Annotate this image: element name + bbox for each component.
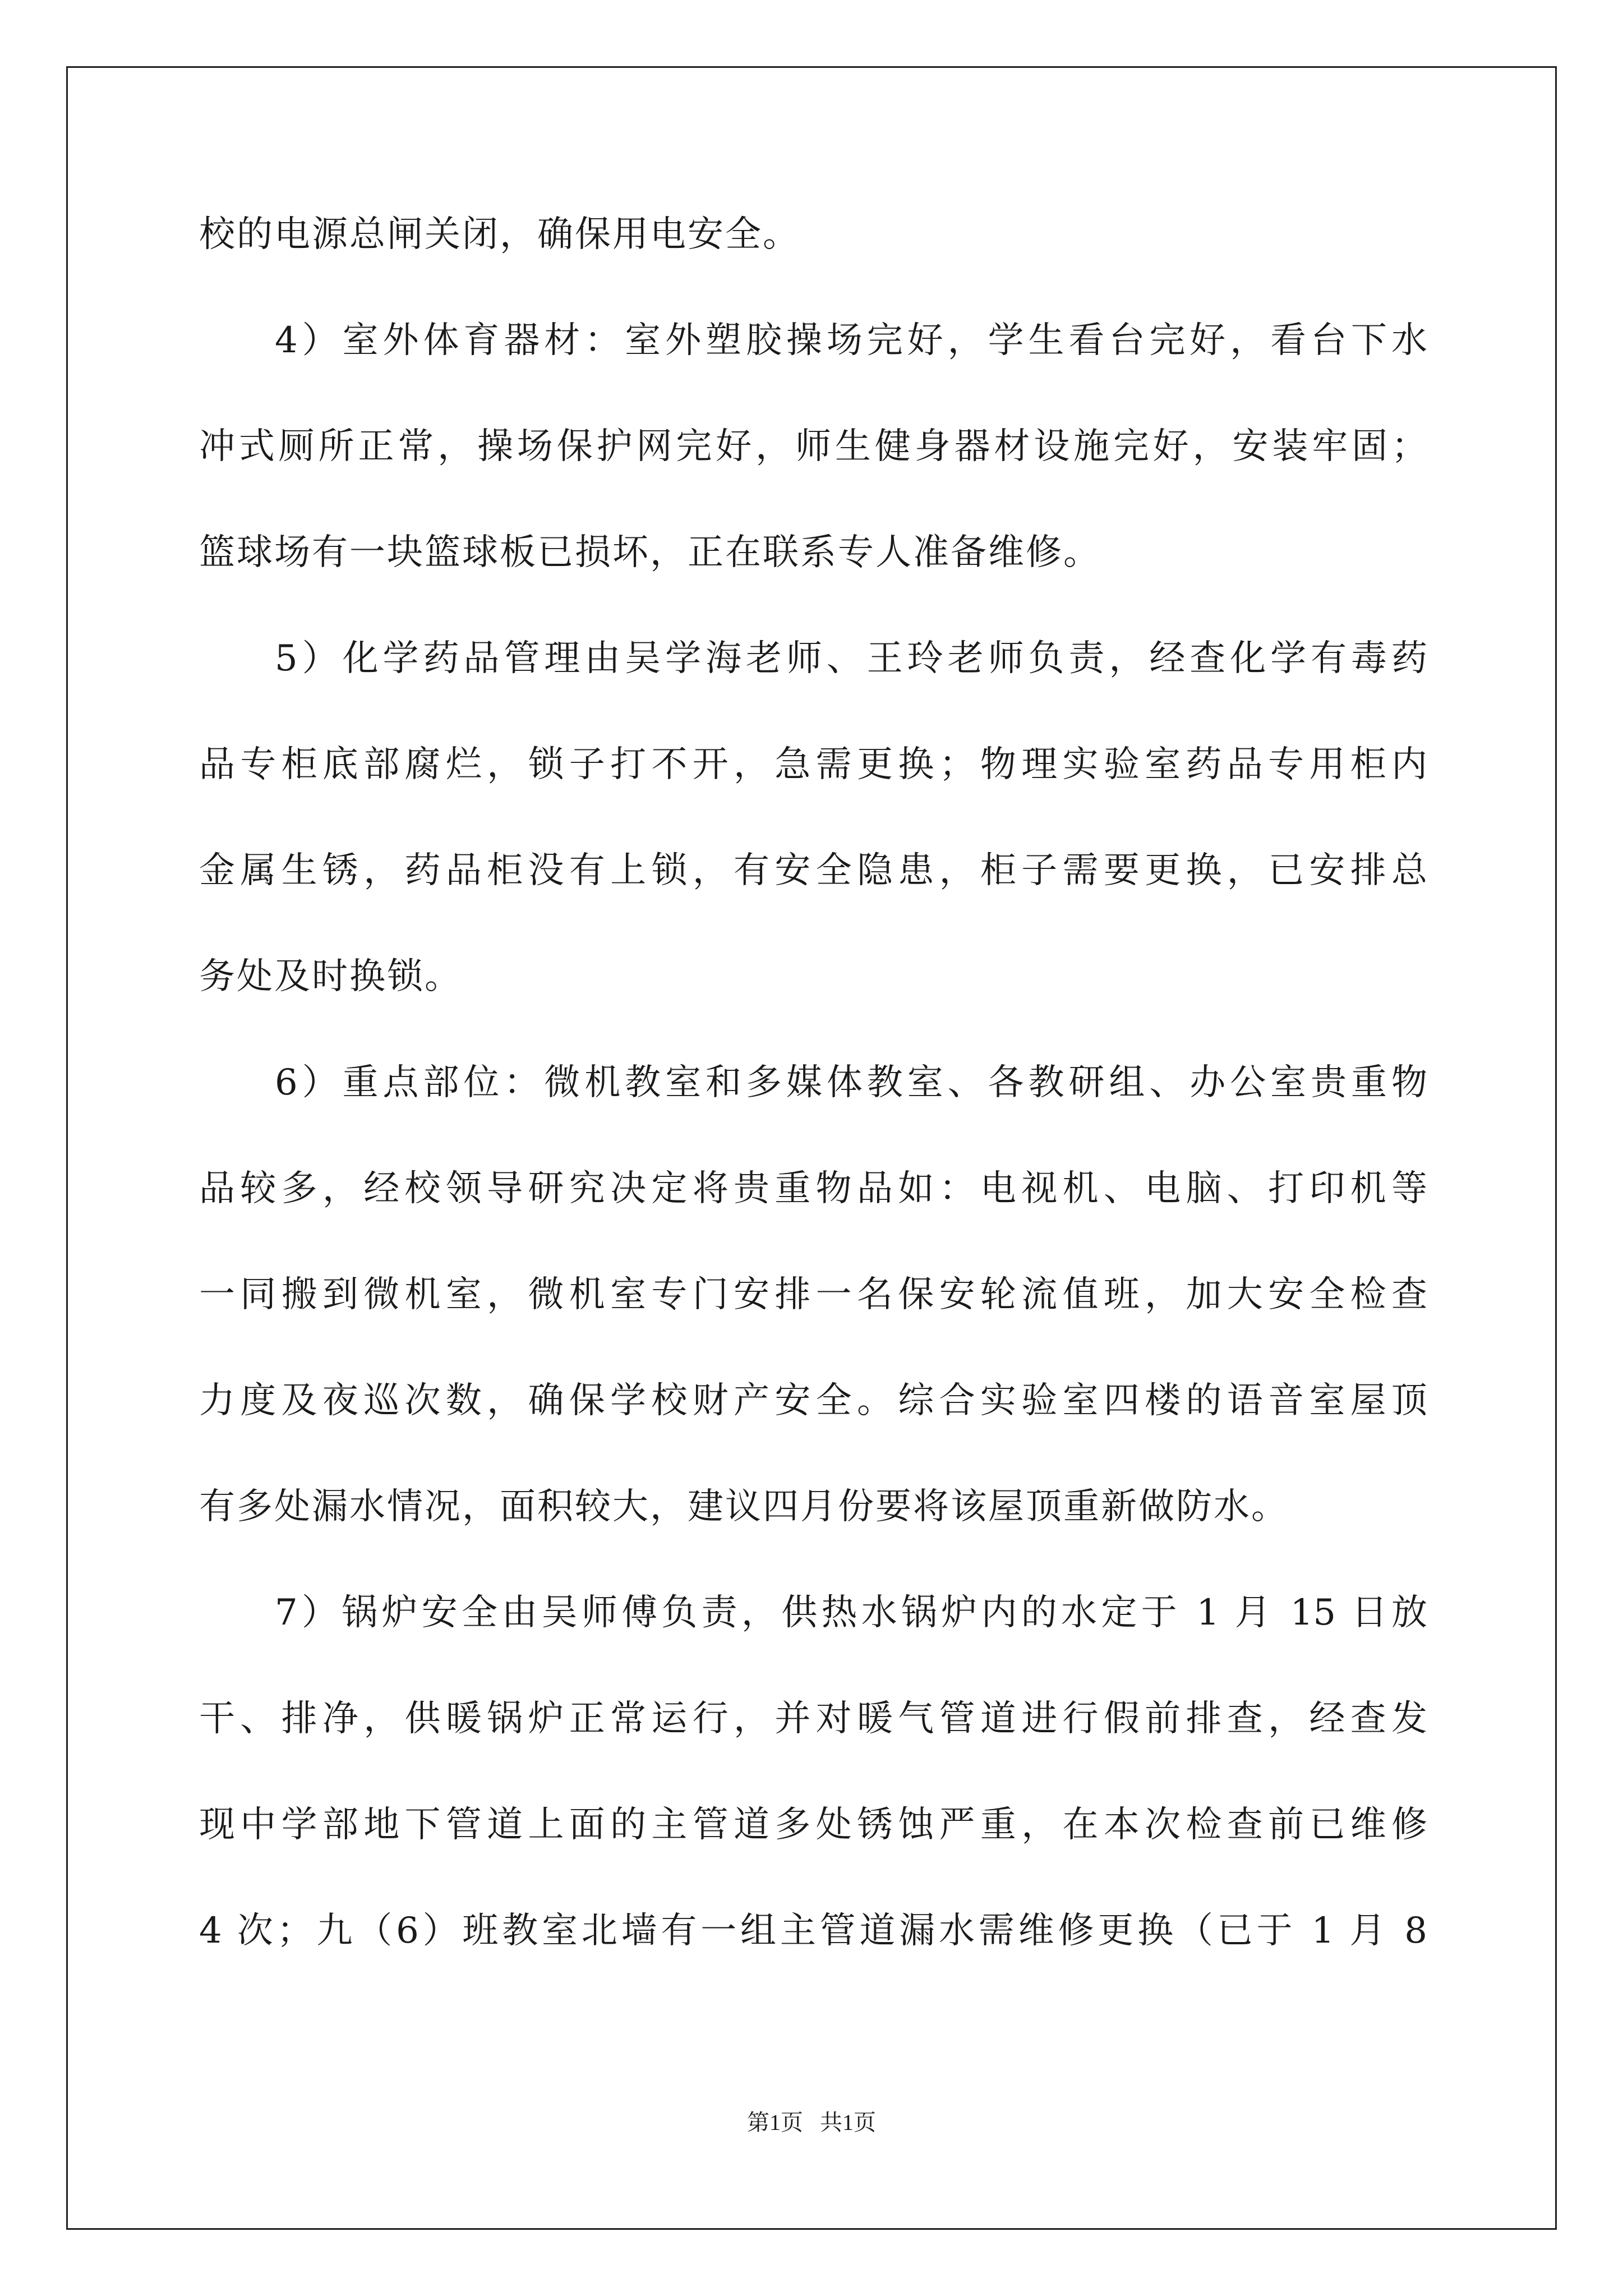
text-line: 一同搬到微机室，微机室专门安排一名保安轮流值班，加大安全检查 bbox=[199, 1274, 1427, 1315]
text-line: 品专柜底部腐烂，锁子打不开，急需更换；物理实验室药品专用柜内 bbox=[199, 744, 1427, 785]
text-line: 务处及时换锁。 bbox=[199, 956, 462, 997]
text-line: 有多处漏水情况，面积较大，建议四月份要将该屋顶重新做防水。 bbox=[199, 1486, 1289, 1527]
text-line: 金属生锈，药品柜没有上锁，有安全隐患，柜子需要更换，已安排总 bbox=[199, 850, 1427, 891]
text-line: 6）重点部位：微机教室和多媒体教室、各教研组、办公室贵重物 bbox=[275, 1062, 1427, 1103]
text-line: 冲式厕所正常，操场保护网完好，师生健身器材设施完好，安装牢固； bbox=[199, 426, 1427, 467]
text-line: 力度及夜巡次数，确保学校财产安全。综合实验室四楼的语音室屋顶 bbox=[199, 1380, 1427, 1421]
text-line: 干、排净，供暖锅炉正常运行，并对暖气管道进行假前排查，经查发 bbox=[199, 1698, 1427, 1740]
text-line: 校的电源总闸关闭，确保用电安全。 bbox=[199, 214, 800, 255]
page-number-footer: 第1页 共1页 bbox=[747, 2110, 876, 2135]
text-line: 5）化学药品管理由吴学海老师、王玲老师负责，经查化学有毒药 bbox=[275, 638, 1427, 679]
text-line: 7）锅炉安全由吴师傅负责，供热水锅炉内的水定于 1 月 15 日放 bbox=[275, 1592, 1427, 1634]
text-line: 4）室外体育器材：室外塑胶操场完好，学生看台完好，看台下水 bbox=[275, 320, 1427, 361]
document-body bbox=[199, 208, 1427, 2010]
text-line: 篮球场有一块篮球板已损坏，正在联系专人准备维修。 bbox=[199, 532, 1101, 573]
text-line: 现中学部地下管道上面的主管道多处锈蚀严重，在本次检查前已维修 bbox=[199, 1804, 1427, 1846]
text-line: 品较多，经校领导研究决定将贵重物品如：电视机、电脑、打印机等 bbox=[199, 1168, 1427, 1209]
text-line: 4 次；九（6）班教室北墙有一组主管道漏水需维修更换（已于 1 月 8 bbox=[199, 1910, 1427, 1952]
